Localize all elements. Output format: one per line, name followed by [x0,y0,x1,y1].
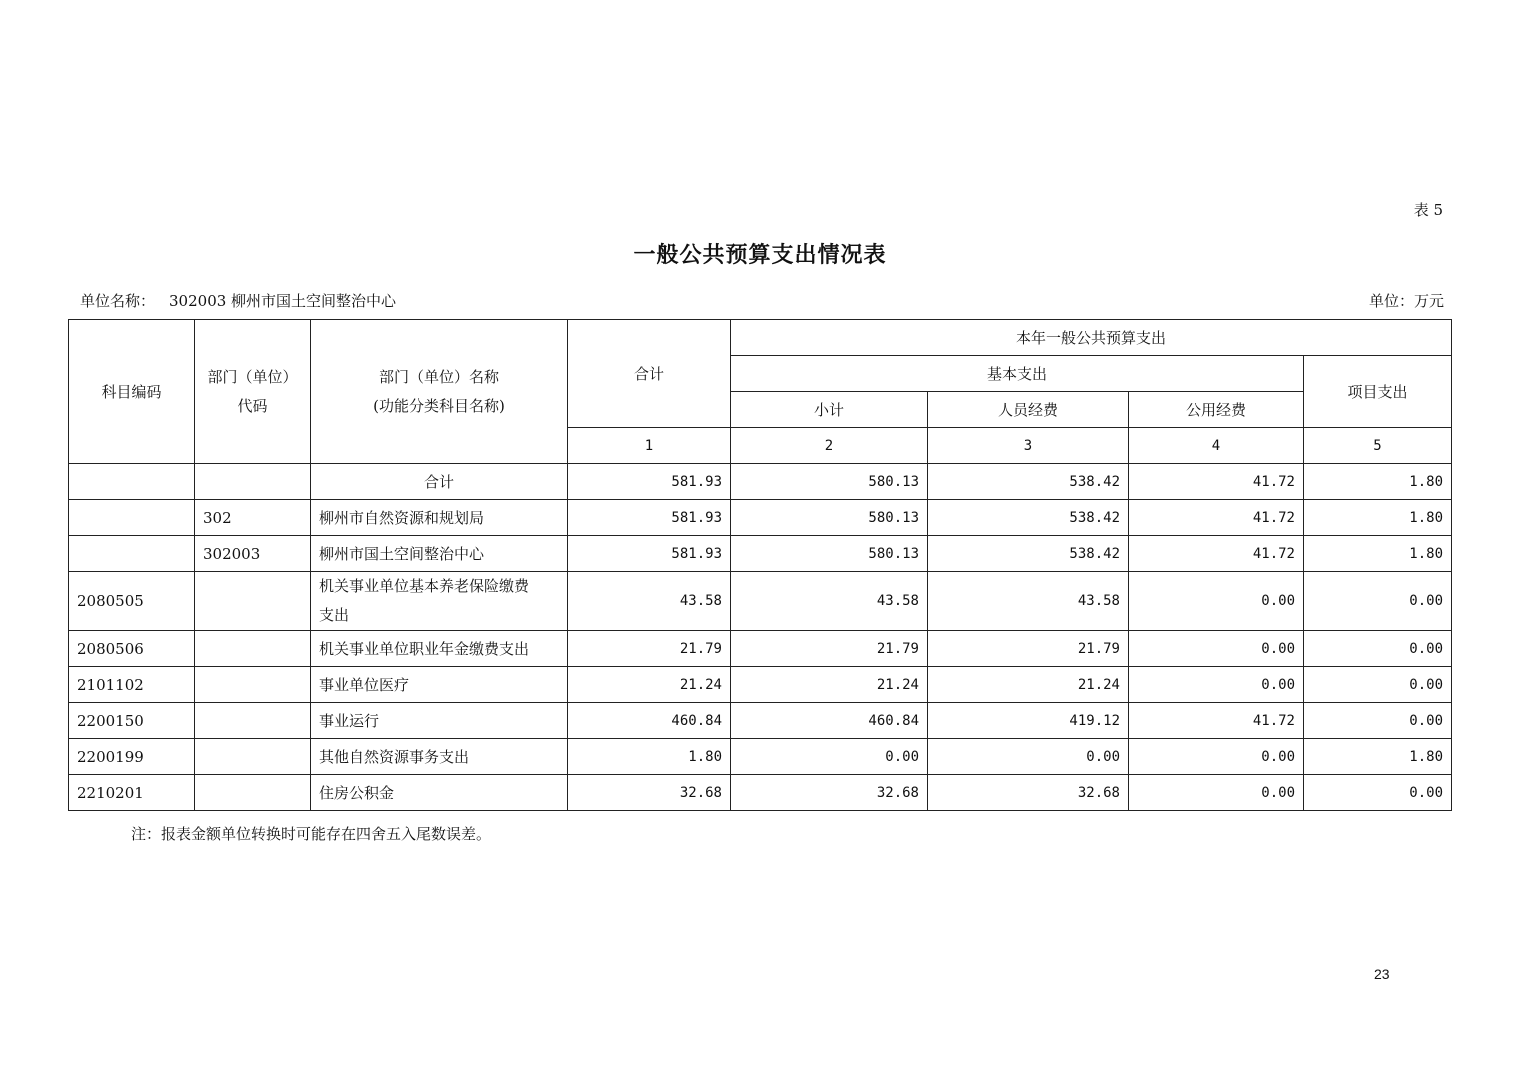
cell-dept [195,703,311,739]
cell-code: 2080506 [69,631,195,667]
cell-public: 41.72 [1129,536,1304,572]
cell-subtotal: 580.13 [731,464,928,500]
cell-personnel: 43.58 [928,572,1129,631]
cell-name-line1: 机关事业单位基本养老保险缴费 [319,577,530,595]
cell-dept [195,667,311,703]
column-index: 1 [568,428,731,464]
cell-personnel: 21.24 [928,667,1129,703]
cell-total: 581.93 [568,464,731,500]
cell-public: 41.72 [1129,703,1304,739]
header-personnel: 人员经费 [928,392,1129,428]
cell-dept: 302 [195,500,311,536]
cell-total: 32.68 [568,775,731,811]
table-row [69,536,1452,572]
page-number: 23 [1374,966,1390,982]
unit-name-line [80,290,396,311]
cell-total: 581.93 [568,536,731,572]
cell-personnel: 538.42 [928,500,1129,536]
unit-name-label: 单位名称： [80,292,156,310]
currency-unit: 单位：万元 [1368,292,1444,310]
header-dept-code-line2: 代码 [237,396,268,415]
cell-total: 43.58 [568,572,731,631]
cell-public: 41.72 [1129,500,1304,536]
cell-public: 0.00 [1129,775,1304,811]
cell-dept [195,572,311,631]
header-dept-code-line1: 部门（单位） [207,367,298,386]
cell-public: 0.00 [1129,631,1304,667]
cell-name: 柳州市国土空间整治中心 [311,536,568,572]
footnote: 注：报表金额单位转换时可能存在四舍五入尾数误差。 [131,825,492,843]
cell-public: 0.00 [1129,667,1304,703]
cell-name: 机关事业单位职业年金缴费支出 [311,631,568,667]
cell-project: 1.80 [1304,464,1452,500]
table-number: 表 5 [1413,201,1443,219]
table-row [69,667,1452,703]
header-public: 公用经费 [1129,392,1304,428]
cell-total: 21.79 [568,631,731,667]
table-row [69,572,1452,631]
cell-dept [195,631,311,667]
cell-personnel: 21.79 [928,631,1129,667]
header-project: 项目支出 [1304,356,1452,428]
page-title: 一般公共预算支出情况表 [633,242,887,268]
cell-subtotal: 0.00 [731,739,928,775]
unit-name-value: 302003 柳州市国土空间整治中心 [169,292,397,310]
header-group-title: 本年一般公共预算支出 [731,320,1452,356]
cell-code: 2200150 [69,703,195,739]
cell-personnel: 419.12 [928,703,1129,739]
cell-personnel: 538.42 [928,536,1129,572]
cell-total: 460.84 [568,703,731,739]
table-row [69,775,1452,811]
table-row [69,739,1452,775]
column-index: 3 [928,428,1129,464]
cell-project: 0.00 [1304,775,1452,811]
cell-code: 2080505 [69,572,195,631]
cell-project: 1.80 [1304,739,1452,775]
cell-subtotal: 32.68 [731,775,928,811]
cell-dept [195,775,311,811]
header-basic: 基本支出 [731,356,1304,392]
cell-code [69,464,195,500]
table-row [69,464,1452,500]
cell-total: 1.80 [568,739,731,775]
cell-name: 其他自然资源事务支出 [311,739,568,775]
cell-personnel: 538.42 [928,464,1129,500]
table-row [69,703,1452,739]
column-index: 2 [731,428,928,464]
header-total: 合计 [568,320,731,428]
cell-code: 2200199 [69,739,195,775]
budget-table [68,319,1452,811]
cell-public: 0.00 [1129,572,1304,631]
column-index: 4 [1129,428,1304,464]
cell-project: 0.00 [1304,631,1452,667]
cell-name: 事业单位医疗 [311,667,568,703]
cell-name: 柳州市自然资源和规划局 [311,500,568,536]
cell-dept [195,464,311,500]
header-dept-code [195,320,311,464]
cell-total: 21.24 [568,667,731,703]
table-row [69,500,1452,536]
cell-public: 0.00 [1129,739,1304,775]
cell-code [69,536,195,572]
cell-project: 1.80 [1304,500,1452,536]
cell-subtotal: 580.13 [731,536,928,572]
cell-code: 2101102 [69,667,195,703]
cell-public: 41.72 [1129,464,1304,500]
cell-project: 1.80 [1304,536,1452,572]
cell-project: 0.00 [1304,572,1452,631]
cell-personnel: 0.00 [928,739,1129,775]
cell-dept: 302003 [195,536,311,572]
header-dept-name [311,320,568,464]
cell-subtotal: 43.58 [731,572,928,631]
cell-name: 合计 [311,464,568,500]
column-index: 5 [1304,428,1452,464]
cell-dept [195,739,311,775]
cell-subtotal: 21.79 [731,631,928,667]
header-subtotal: 小计 [731,392,928,428]
table-row [69,631,1452,667]
cell-project: 0.00 [1304,703,1452,739]
cell-total: 581.93 [568,500,731,536]
cell-subtotal: 460.84 [731,703,928,739]
cell-subtotal: 580.13 [731,500,928,536]
cell-project: 0.00 [1304,667,1452,703]
header-dept-name-line2: (功能分类科目名称) [373,396,505,415]
cell-personnel: 32.68 [928,775,1129,811]
cell-subtotal: 21.24 [731,667,928,703]
cell-name-line2: 支出 [319,606,350,624]
cell-name [311,572,568,631]
cell-name: 事业运行 [311,703,568,739]
header-dept-name-line1: 部门（单位）名称 [378,367,499,386]
cell-code [69,500,195,536]
header-subject-code: 科目编码 [69,320,195,464]
cell-code: 2210201 [69,775,195,811]
cell-name: 住房公积金 [311,775,568,811]
